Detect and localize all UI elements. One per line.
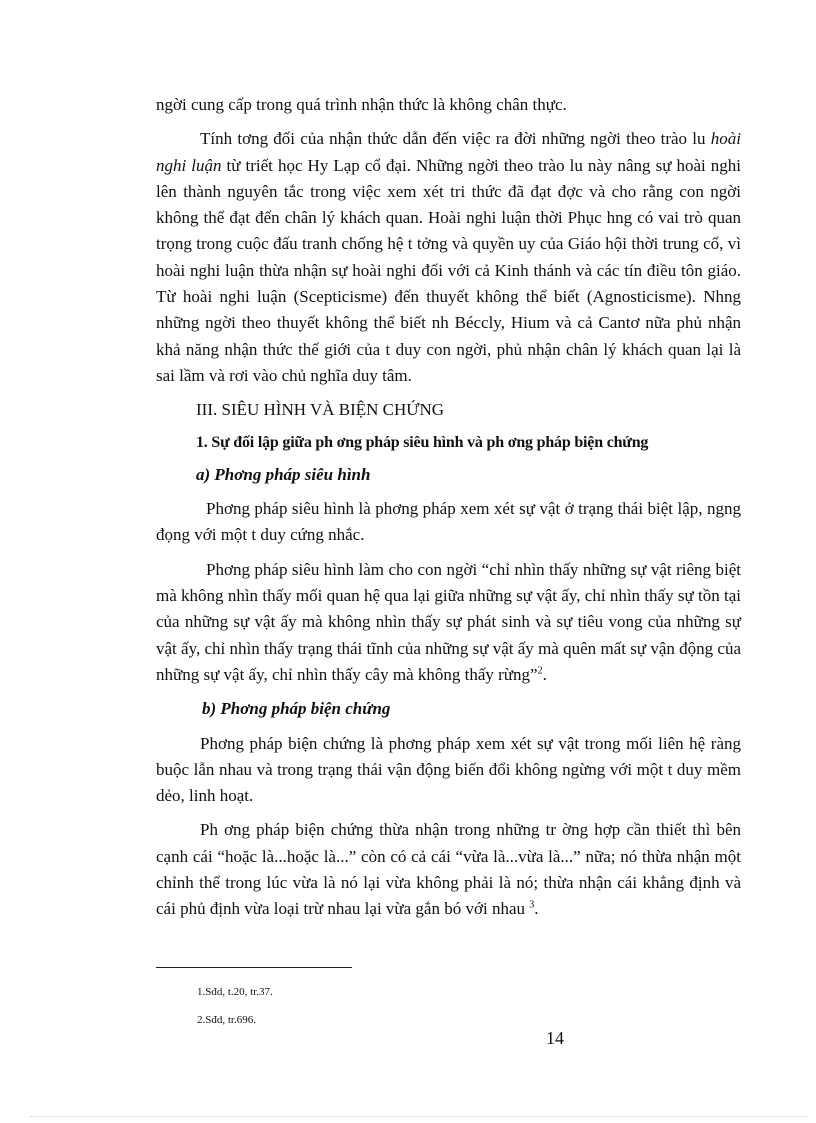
paragraph-6 (156, 817, 741, 922)
paragraph-2 (156, 126, 741, 389)
section-heading-text: III. SIÊU HÌNH VÀ BIỆN CHỨNG (196, 400, 445, 420)
paragraph-3-text: Phơng pháp siêu hình là phơng pháp xem xét sự vật ở trạng thái biệt lập, ngng đọng với một t duy cứng nhắc. (156, 499, 741, 545)
subheading-a (196, 462, 741, 488)
subsection-heading-text: 1. Sự đối lập giữa ph ơng pháp siêu hình và ph ơng pháp biện chứng (196, 433, 649, 451)
paragraph-5-text: Phơng pháp biện chứng là phơng pháp xem xét sự vật trong mối liên hệ ràng buộc lẫn nhau và trong trạng thái vận động biến đổi không ngừng với một t duy mềm dẻo, linh hoạt. (156, 733, 741, 806)
paragraph-4-end: . (542, 664, 547, 684)
page-edge-dotted-line (30, 1116, 808, 1117)
footnotes (197, 978, 273, 1034)
paragraph-2-emphasis: hoài nghi luận (156, 129, 741, 175)
footnote-ref-2: 2 (537, 665, 543, 677)
body-text (156, 92, 741, 931)
paragraph-4 (156, 557, 741, 688)
paragraph-2-text-a: Tính tơng đối của nhận thức dẫn đến việc ra đời những ngời theo trào lu (200, 129, 711, 149)
paragraph-6-text: Ph ơng pháp biện chứng thừa nhận trong những tr ờng hợp cần thiết thì bên cạnh cái “hoặc là...hoặc là...” còn có cả cái “vừa là...vừa là...” nữa; nó thừa nhận một chỉnh thể trong lúc vừa là nó lại vừa không phải là nó; thừa nhận cái khẳng định và cái phủ định vừa loại trừ nhau lại vừa gắn bó với nhau (156, 820, 741, 919)
paragraph-2-text-b: từ triết học Hy Lạp cổ đại. Những ngời theo trào lu này nâng sự hoài nghi lên thành nguyên tắc trong việc xem xét tri thức đã đạt đợc và cho rằng con ngời không thể đạt đến chân lý khách quan. Hoài nghi luận thời Phục hng có vai trò quan trọng trong cuộc đấu tranh chống hệ t tởng và quyền uy của Giáo hội thời trung cổ, vì hoài nghi luận thừa nhận sự hoài nghi đối với cả Kinh thánh và các tín điều tôn giáo. Từ hoài nghi luận (Scepticisme) đến thuyết không thể biết (Agnosticisme). Nhng những ngời theo thuyết không thể biết nh Béccly, Hium và cả Cantơ nữa phủ nhận khả năng nhận thức thế giới của t duy con ngời, phủ nhận chân lý khách quan lại là sai lầm và rơi vào chủ nghĩa duy tâm. (156, 155, 741, 385)
paragraph-6-end: . (534, 899, 539, 919)
footnote-1: 1.Sđd, t.20, tr.37. (197, 986, 273, 998)
section-heading (196, 397, 741, 423)
footnote-ref-3: 3 (529, 899, 535, 911)
subheading-b-text: b) Phơng pháp biện chứng (202, 699, 391, 719)
footnote-2: 2.Sđd, tr.696. (197, 1014, 256, 1026)
paragraph-1-text: ngời cung cấp trong quá trình nhận thức là không chân thực. (156, 95, 567, 114)
footnote-divider (156, 967, 352, 968)
paragraph-3 (156, 496, 741, 549)
page-number: 14 (546, 1028, 564, 1048)
subsection-heading (196, 430, 741, 456)
paragraph-4-text: Phơng pháp siêu hình làm cho con ngời “chỉ nhìn thấy những sự vật riêng biệt mà không nhìn thấy mối quan hệ qua lại giữa những sự vật ấy, chỉ nhìn thấy sự tồn tại của những sự vật ấy mà không nhìn thấy sự phát sinh và sự tiêu vong của những sự vật ấy, chỉ nhìn thấy trạng thái tĩnh của những sự vật ấy mà quên mất sự vận động của những sự vật ấy, chỉ nhìn thấy cây mà không thấy rừng” (156, 559, 741, 684)
subheading-a-text: a) Phơng pháp siêu hình (196, 464, 371, 484)
subheading-b (202, 696, 741, 722)
paragraph-5 (156, 731, 741, 810)
paragraph-1 (156, 92, 741, 118)
